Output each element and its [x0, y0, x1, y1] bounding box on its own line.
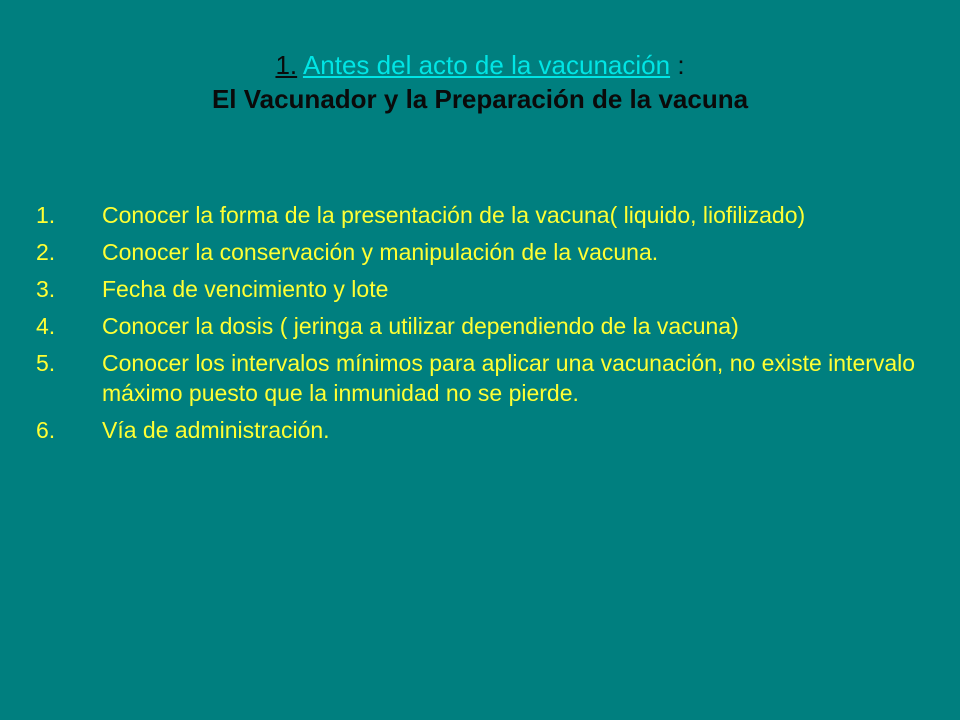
slide-title: [40, 48, 920, 116]
numbered-list: [36, 200, 936, 452]
list-item-number: 3.: [36, 276, 56, 302]
list-item-text: Conocer la conservación y manipulación de la vacuna.: [102, 239, 659, 265]
list-item: [36, 311, 936, 341]
title-number: 1.: [275, 50, 298, 80]
list-item: [36, 415, 936, 445]
list-item-number: 4.: [36, 313, 56, 339]
list-item: [36, 237, 936, 267]
list-item-number: 6.: [36, 417, 56, 443]
list-item: [36, 200, 936, 230]
list-item-number: 2.: [36, 239, 56, 265]
list-item-number: 1.: [36, 202, 56, 228]
list-item: [36, 274, 936, 304]
title-subtitle: El Vacunador y la Preparación de la vacuna: [211, 84, 749, 114]
list-item-text: Fecha de vencimiento y lote: [102, 276, 389, 302]
list-item-text: Conocer la dosis ( jeringa a utilizar dependiendo de la vacuna): [102, 313, 739, 339]
list-item-text: Conocer la forma de la presentación de la vacuna( liquido, liofilizado): [102, 202, 806, 228]
list-item: [36, 348, 936, 408]
list-item-text: Conocer los intervalos mínimos para aplicar una vacunación, no existe intervalo máximo puesto que la inmunidad no se pierde.: [102, 350, 916, 406]
list-item-text: Vía de administración.: [102, 417, 330, 443]
title-link[interactable]: Antes del acto de la vacunación: [302, 50, 671, 80]
title-heading: [40, 48, 920, 82]
list-item-number: 5.: [36, 350, 56, 376]
title-colon: :: [677, 50, 685, 80]
